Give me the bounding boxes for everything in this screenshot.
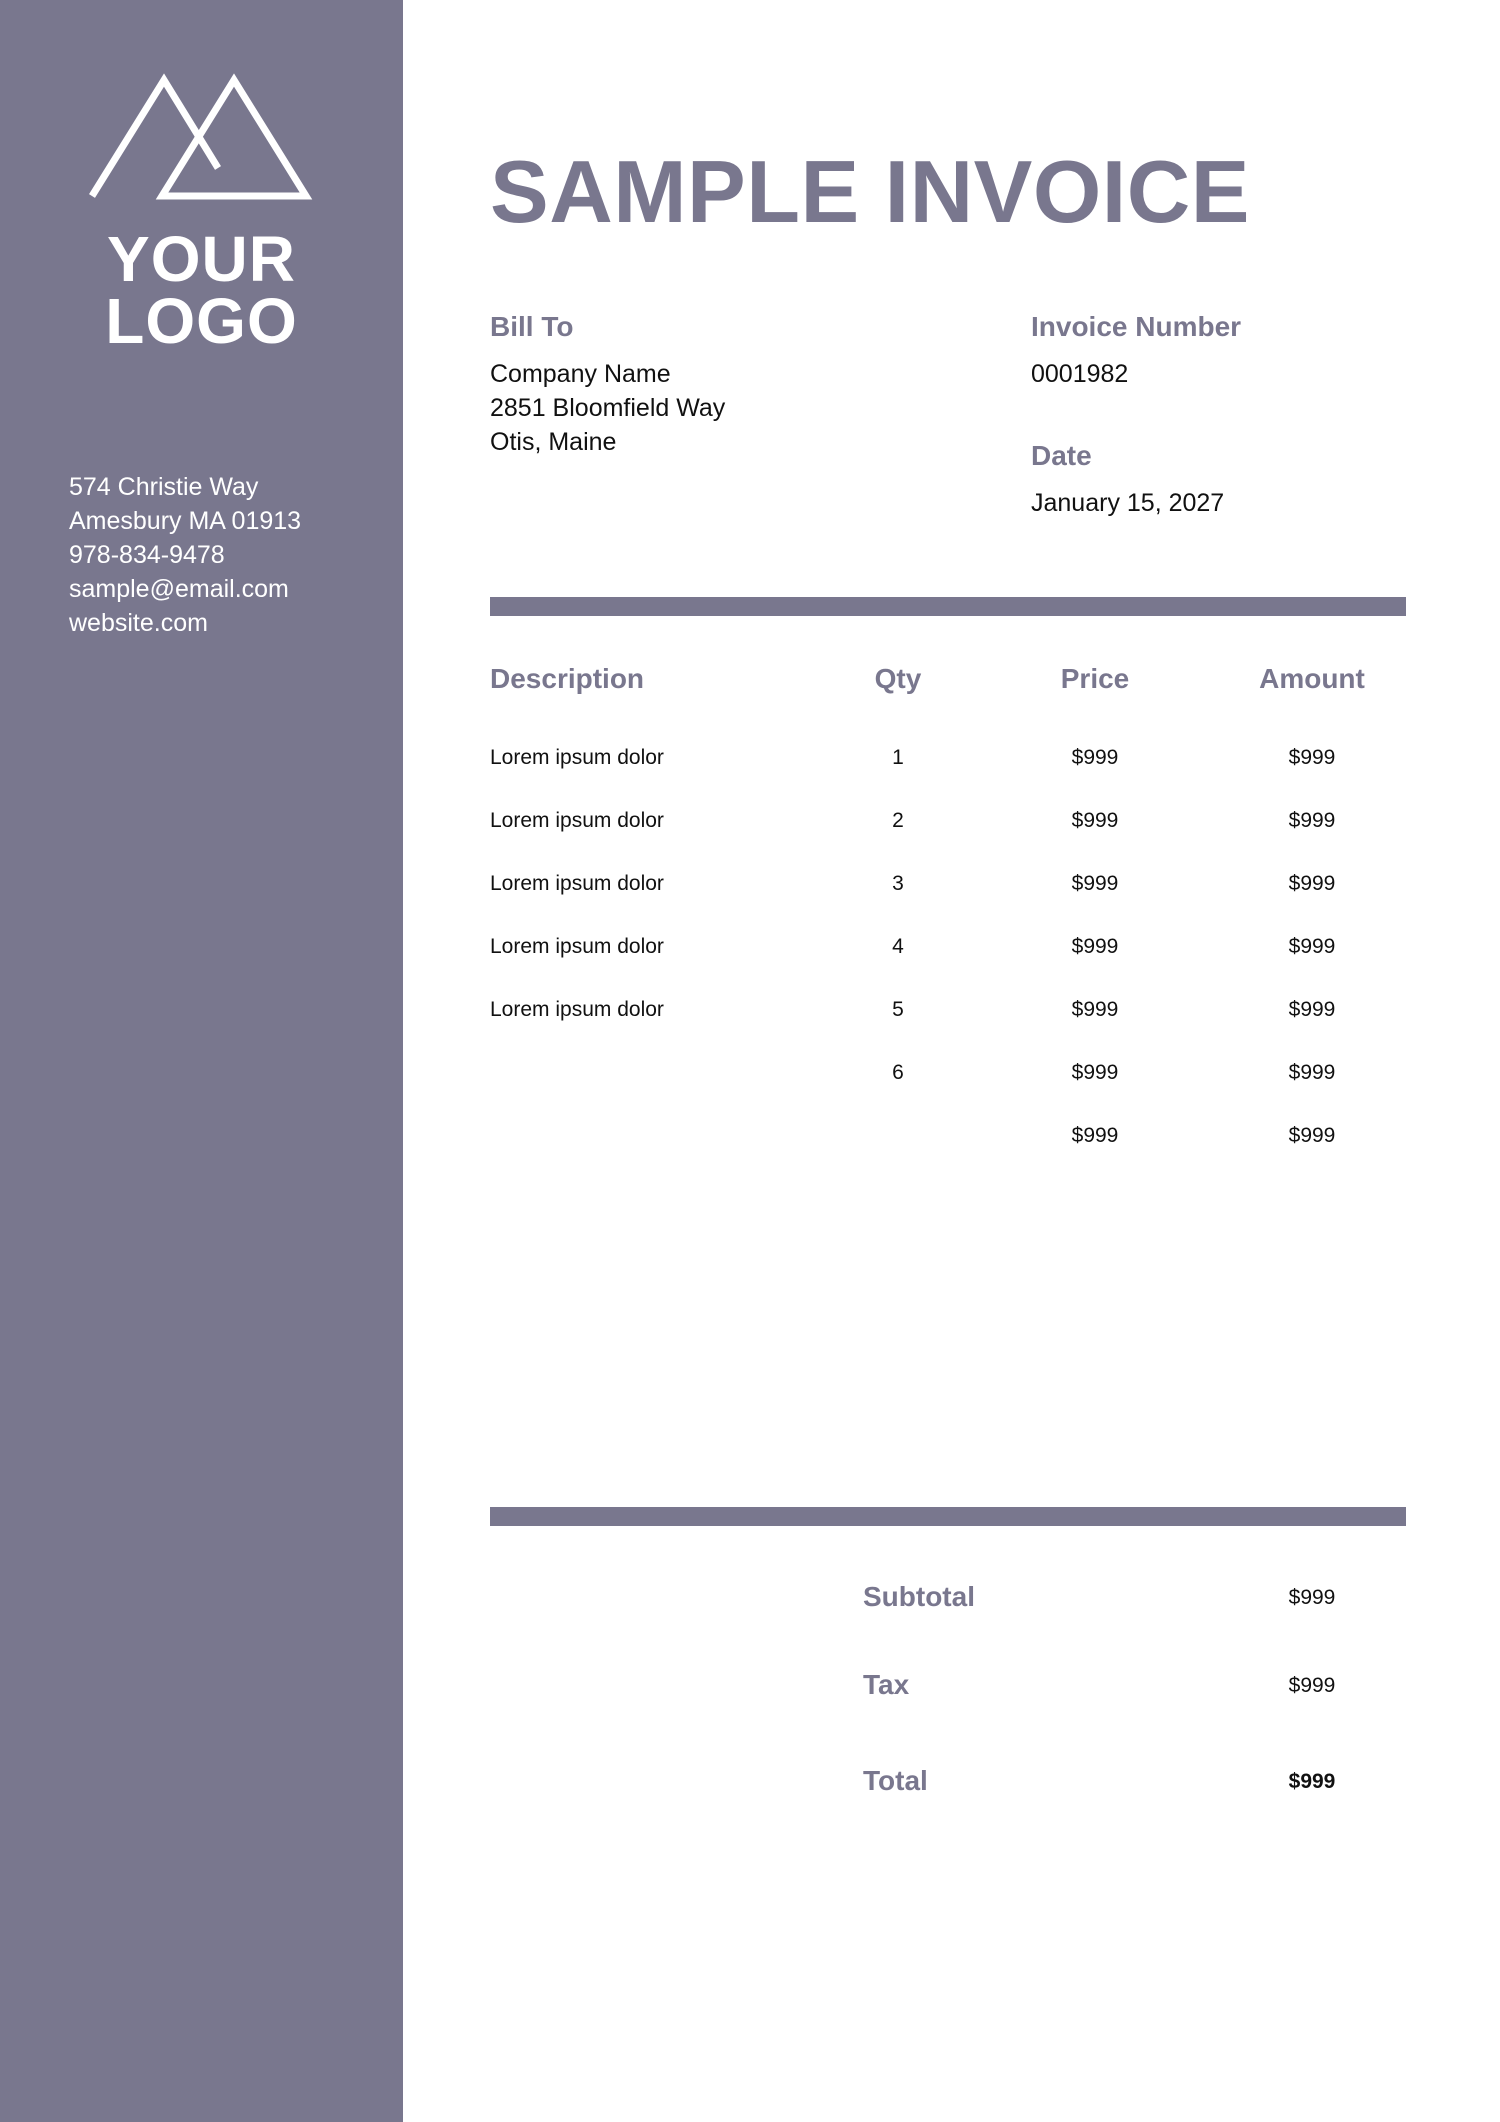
- row-description: Lorem ipsum dolor: [490, 872, 664, 895]
- invoice-number-label: Invoice Number: [1031, 311, 1242, 342]
- row-description: Lorem ipsum dolor: [490, 746, 664, 769]
- page-title: SAMPLE INVOICE: [490, 142, 1250, 241]
- table-row: [0, 867, 1500, 901]
- bill-to-street: 2851 Bloomfield Way: [490, 394, 726, 422]
- header-divider: [490, 597, 1406, 616]
- bill-to-label: Bill To: [490, 311, 574, 342]
- tax-value: $999: [1288, 1674, 1336, 1697]
- table-row: [0, 1119, 1500, 1153]
- sender-email: sample@email.com: [69, 575, 289, 603]
- row-price: $999: [1071, 746, 1119, 769]
- row-price: $999: [1071, 998, 1119, 1021]
- row-price: $999: [1071, 872, 1119, 895]
- row-description: Lorem ipsum dolor: [490, 998, 664, 1021]
- bill-to-company: Company Name: [490, 360, 671, 388]
- sender-contact: [69, 470, 301, 640]
- row-price: $999: [1071, 809, 1119, 832]
- date-label: Date: [1031, 440, 1092, 471]
- sender-city: Amesbury MA 01913: [69, 507, 302, 535]
- row-amount: $999: [1288, 872, 1336, 895]
- sender-website: website.com: [69, 609, 208, 637]
- column-header-description: Description: [490, 663, 645, 694]
- column-header-amount: Amount: [1259, 663, 1365, 694]
- totals-divider: [490, 1507, 1406, 1526]
- row-qty: 4: [892, 935, 904, 958]
- bill-to-city: Otis, Maine: [490, 428, 617, 456]
- column-header-qty: Qty: [874, 663, 922, 694]
- subtotal-label: Subtotal: [863, 1581, 975, 1612]
- row-amount: $999: [1288, 809, 1336, 832]
- table-row: [0, 804, 1500, 838]
- row-amount: $999: [1288, 746, 1336, 769]
- row-amount: $999: [1288, 935, 1336, 958]
- row-amount: $999: [1288, 1124, 1336, 1147]
- row-qty: 3: [892, 872, 904, 895]
- row-price: $999: [1071, 935, 1119, 958]
- subtotal-value: $999: [1288, 1586, 1336, 1609]
- column-header-price: Price: [1060, 663, 1130, 694]
- row-description: Lorem ipsum dolor: [490, 935, 664, 958]
- table-row: [0, 930, 1500, 964]
- table-row: [0, 993, 1500, 1027]
- logo-text-line2: LOGO: [105, 285, 298, 357]
- logo-text-line1: YOUR: [107, 223, 296, 295]
- row-amount: $999: [1288, 998, 1336, 1021]
- total-label: Total: [863, 1765, 928, 1796]
- total-value: $999: [1288, 1770, 1336, 1793]
- row-qty: 6: [892, 1061, 904, 1084]
- row-qty: 1: [892, 746, 904, 769]
- tax-label: Tax: [863, 1669, 910, 1700]
- row-price: $999: [1071, 1061, 1119, 1084]
- table-row: [0, 1056, 1500, 1090]
- table-row: [0, 741, 1500, 775]
- row-qty: 5: [892, 998, 904, 1021]
- sender-phone: 978-834-9478: [69, 541, 225, 569]
- sender-street: 574 Christie Way: [69, 473, 259, 501]
- invoice-date: January 15, 2027: [1031, 489, 1225, 517]
- row-price: $999: [1071, 1124, 1119, 1147]
- row-amount: $999: [1288, 1061, 1336, 1084]
- mountains-logo-icon: [88, 72, 313, 202]
- invoice-number: 0001982: [1031, 360, 1129, 388]
- row-description: Lorem ipsum dolor: [490, 809, 664, 832]
- row-qty: 2: [892, 809, 904, 832]
